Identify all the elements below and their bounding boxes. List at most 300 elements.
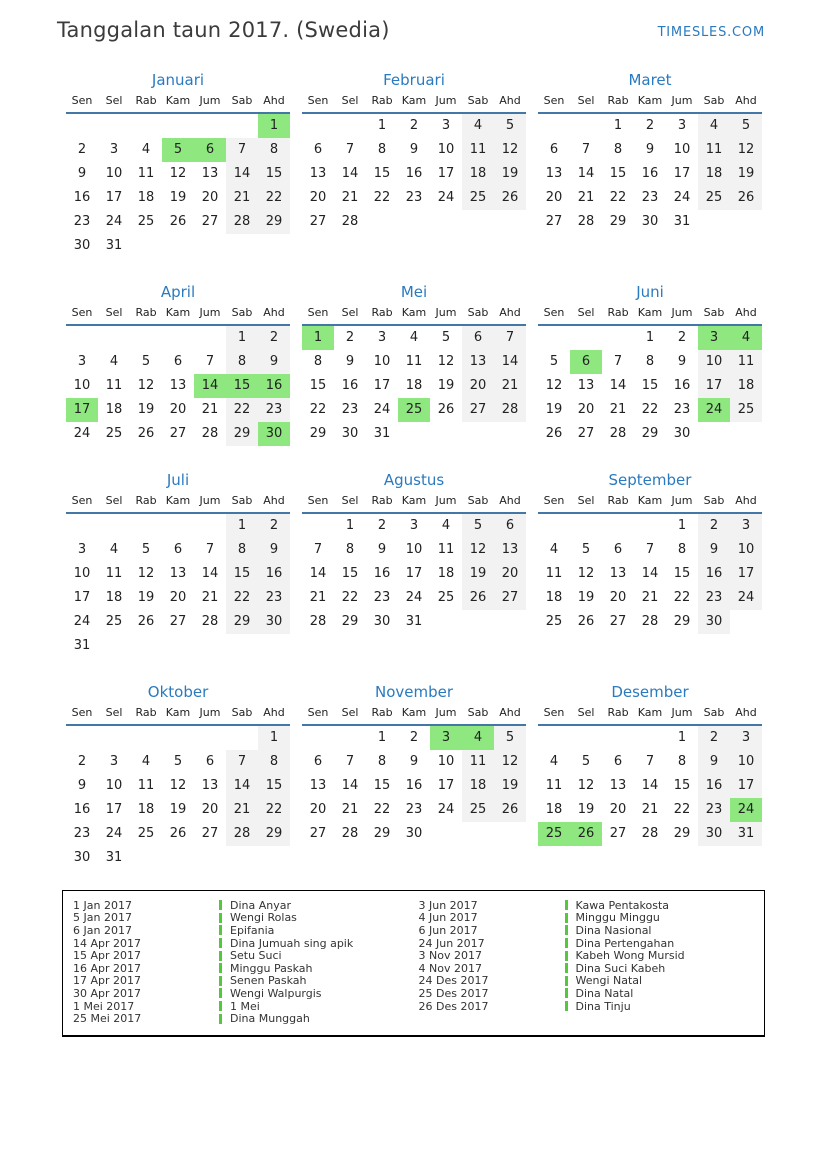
- day-cell: 26: [545, 426, 563, 441]
- day-cell: 21: [494, 374, 526, 398]
- weekday-label: Rab: [135, 706, 157, 719]
- day-cell: 21: [226, 186, 258, 210]
- day-cell: 9: [698, 538, 730, 562]
- day-cell: 13: [609, 778, 627, 793]
- day-cell: 26: [169, 826, 187, 841]
- day-cell: 20: [494, 562, 526, 586]
- day-cell: 22: [226, 398, 258, 422]
- day-cell: 22: [341, 590, 359, 605]
- day-cell: 31: [405, 614, 423, 629]
- holiday-marker-bar: [219, 1001, 222, 1011]
- day-cell: 2: [677, 330, 687, 345]
- holiday-name: Dina Jumuah sing apik: [230, 936, 354, 950]
- empty-day-cell: [66, 114, 98, 138]
- day-cell: 10: [105, 166, 123, 181]
- day-cell: 14: [226, 162, 258, 186]
- weekday-header-row: [66, 94, 290, 114]
- empty-day-cell: [538, 514, 570, 538]
- day-cell: 9: [377, 542, 387, 557]
- holiday-name: Wengi Walpurgis: [230, 986, 322, 1000]
- weekday-label: Sab: [703, 94, 725, 107]
- day-cell: 6: [194, 138, 226, 162]
- weekday-header-row: [66, 306, 290, 326]
- empty-day-cell: [162, 234, 194, 258]
- empty-day-cell: [462, 822, 494, 846]
- day-cell: 19: [462, 562, 494, 586]
- weekday-label: Sab: [703, 306, 725, 319]
- day-cell: 23: [73, 214, 91, 229]
- day-cell: 3: [441, 118, 451, 133]
- empty-day-cell: [98, 114, 130, 138]
- day-cell: 12: [577, 778, 595, 793]
- day-cell: 28: [641, 826, 659, 841]
- empty-day-cell: [570, 326, 602, 350]
- holiday-date: 1 Mei 2017: [73, 999, 135, 1013]
- day-cell: 17: [66, 398, 98, 422]
- day-cell: 7: [205, 542, 215, 557]
- month-title: Februari: [383, 71, 445, 89]
- day-cell: 20: [201, 190, 219, 205]
- day-cell: 1: [377, 730, 387, 745]
- empty-day-cell: [602, 726, 634, 750]
- day-cell: 8: [226, 350, 258, 374]
- empty-day-cell: [398, 210, 430, 234]
- day-cell: 23: [673, 402, 691, 417]
- day-cell: 3: [730, 726, 762, 750]
- month-days: [538, 114, 762, 234]
- day-cell: 28: [309, 614, 327, 629]
- day-cell: 15: [641, 378, 659, 393]
- weekday-header-row: [538, 706, 762, 726]
- holiday-marker-bar: [565, 913, 568, 923]
- day-cell: 14: [641, 566, 659, 581]
- holiday-marker-bar: [219, 1014, 222, 1024]
- empty-day-cell: [538, 114, 570, 138]
- day-cell: 29: [641, 426, 659, 441]
- page-header: [0, 0, 827, 44]
- day-cell: 1: [226, 514, 258, 538]
- weekday-label: Sen: [307, 706, 329, 719]
- weekday-label: Jum: [199, 706, 221, 719]
- holiday-date: 17 Apr 2017: [73, 974, 142, 988]
- day-cell: 8: [613, 142, 623, 157]
- day-cell: 30: [373, 614, 391, 629]
- day-cell: 16: [405, 166, 423, 181]
- empty-day-cell: [162, 326, 194, 350]
- day-cell: 28: [226, 822, 258, 846]
- day-cell: 15: [673, 566, 691, 581]
- day-cell: 14: [194, 374, 226, 398]
- day-cell: 5: [173, 754, 183, 769]
- day-cell: 11: [105, 378, 123, 393]
- day-cell: 28: [641, 614, 659, 629]
- weekday-header-row: [538, 306, 762, 326]
- holiday-row: [419, 1000, 765, 1013]
- day-cell: 16: [698, 774, 730, 798]
- day-cell: 24: [730, 586, 762, 610]
- months-grid: [66, 68, 827, 870]
- empty-day-cell: [302, 114, 334, 138]
- empty-day-cell: [226, 234, 258, 258]
- empty-day-cell: [130, 726, 162, 750]
- holiday-row: [73, 912, 419, 925]
- weekday-label: Sen: [543, 494, 565, 507]
- day-cell: 16: [258, 562, 290, 586]
- day-cell: 30: [698, 822, 730, 846]
- day-cell: 24: [698, 398, 730, 422]
- holiday-date: 6 Jun 2017: [418, 923, 478, 937]
- day-cell: 13: [201, 778, 219, 793]
- day-cell: 21: [201, 590, 219, 605]
- day-cell: 2: [698, 726, 730, 750]
- weekday-label: Kam: [165, 94, 191, 107]
- day-cell: 16: [641, 166, 659, 181]
- day-cell: 9: [645, 142, 655, 157]
- day-cell: 2: [77, 142, 87, 157]
- day-cell: 13: [309, 778, 327, 793]
- day-cell: 16: [373, 566, 391, 581]
- weekday-label: Jum: [435, 94, 457, 107]
- holiday-date: 30 Apr 2017: [73, 986, 142, 1000]
- weekday-label: Rab: [135, 306, 157, 319]
- month-title: Desember: [611, 683, 689, 701]
- weekday-header-row: [66, 494, 290, 514]
- day-cell: 27: [309, 826, 327, 841]
- weekday-label: Kam: [165, 494, 191, 507]
- holiday-row: [73, 1012, 419, 1025]
- empty-day-cell: [494, 822, 526, 846]
- day-cell: 10: [730, 538, 762, 562]
- day-cell: 19: [494, 774, 526, 798]
- holiday-date: 15 Apr 2017: [73, 949, 142, 963]
- holiday-marker-bar: [219, 976, 222, 986]
- day-cell: 12: [169, 778, 187, 793]
- month-title: Januari: [151, 71, 205, 89]
- weekday-header-row: [538, 494, 762, 514]
- day-cell: 6: [173, 542, 183, 557]
- weekday-label: Sel: [105, 94, 123, 107]
- day-cell: 14: [201, 566, 219, 581]
- holiday-marker-bar: [565, 951, 568, 961]
- day-cell: 2: [77, 754, 87, 769]
- holiday-row: [73, 924, 419, 937]
- day-cell: 22: [609, 190, 627, 205]
- day-cell: 24: [437, 802, 455, 817]
- day-cell: 1: [613, 118, 623, 133]
- day-cell: 6: [462, 326, 494, 350]
- weekday-label: Kam: [401, 706, 427, 719]
- day-cell: 3: [698, 326, 730, 350]
- day-cell: 12: [577, 566, 595, 581]
- day-cell: 22: [673, 590, 691, 605]
- weekday-label: Ahd: [499, 706, 521, 719]
- day-cell: 15: [609, 166, 627, 181]
- day-cell: 4: [141, 142, 151, 157]
- day-cell: 28: [201, 614, 219, 629]
- day-cell: 27: [494, 586, 526, 610]
- day-cell: 29: [226, 422, 258, 446]
- empty-day-cell: [130, 514, 162, 538]
- weekday-label: Ahd: [735, 494, 757, 507]
- empty-day-cell: [730, 610, 762, 634]
- weekday-label: Rab: [371, 306, 393, 319]
- day-cell: 8: [645, 354, 655, 369]
- day-cell: 18: [462, 162, 494, 186]
- weekday-label: Ahd: [263, 94, 285, 107]
- empty-day-cell: [194, 326, 226, 350]
- empty-day-cell: [634, 514, 666, 538]
- month-title: Oktober: [147, 683, 209, 701]
- weekday-label: Sel: [105, 706, 123, 719]
- day-cell: 28: [201, 426, 219, 441]
- holiday-row: [73, 975, 419, 988]
- day-cell: 5: [581, 542, 591, 557]
- day-cell: 17: [730, 562, 762, 586]
- empty-day-cell: [570, 114, 602, 138]
- month-juli: [66, 468, 290, 658]
- empty-day-cell: [130, 846, 162, 870]
- empty-day-cell: [130, 114, 162, 138]
- day-cell: 21: [577, 190, 595, 205]
- month-juni: [538, 280, 762, 446]
- weekday-label: Ahd: [735, 306, 757, 319]
- day-cell: 17: [673, 166, 691, 181]
- day-cell: 7: [581, 142, 591, 157]
- weekday-label: Sab: [231, 94, 253, 107]
- day-cell: 8: [258, 138, 290, 162]
- day-cell: 13: [545, 166, 563, 181]
- empty-day-cell: [162, 514, 194, 538]
- day-cell: 2: [645, 118, 655, 133]
- weekday-label: Sen: [307, 306, 329, 319]
- empty-day-cell: [538, 726, 570, 750]
- holiday-date: 5 Jan 2017: [73, 911, 132, 925]
- day-cell: 17: [73, 590, 91, 605]
- weekday-header-row: [302, 306, 526, 326]
- holiday-marker-bar: [565, 900, 568, 910]
- holiday-marker-bar: [219, 913, 222, 923]
- weekday-label: Rab: [135, 94, 157, 107]
- month-days: [538, 726, 762, 846]
- weekday-label: Jum: [671, 306, 693, 319]
- holiday-date: 4 Jun 2017: [418, 911, 478, 925]
- holiday-name: Kawa Pentakosta: [575, 898, 670, 912]
- day-cell: 10: [73, 378, 91, 393]
- day-cell: 24: [405, 590, 423, 605]
- day-cell: 11: [137, 778, 155, 793]
- month-days: [66, 514, 290, 658]
- day-cell: 7: [205, 354, 215, 369]
- day-cell: 22: [258, 186, 290, 210]
- day-cell: 30: [258, 422, 290, 446]
- empty-day-cell: [634, 726, 666, 750]
- site-link[interactable]: TIMESLES.COM: [657, 25, 765, 40]
- day-cell: 7: [494, 326, 526, 350]
- day-cell: 18: [105, 590, 123, 605]
- day-cell: 2: [258, 514, 290, 538]
- weekday-label: Sen: [307, 94, 329, 107]
- day-cell: 28: [226, 210, 258, 234]
- weekday-label: Ahd: [263, 306, 285, 319]
- weekday-label: Jum: [435, 706, 457, 719]
- day-cell: 5: [141, 354, 151, 369]
- day-cell: 9: [77, 166, 87, 181]
- holiday-name: Dina Natal: [575, 986, 634, 1000]
- weekday-label: Sen: [71, 494, 93, 507]
- day-cell: 4: [549, 542, 559, 557]
- day-cell: 9: [677, 354, 687, 369]
- empty-day-cell: [98, 326, 130, 350]
- day-cell: 11: [462, 750, 494, 774]
- holiday-row: [419, 912, 765, 925]
- holiday-marker-bar: [565, 938, 568, 948]
- day-cell: 12: [730, 138, 762, 162]
- empty-day-cell: [258, 634, 290, 658]
- day-cell: 14: [309, 566, 327, 581]
- weekday-label: Ahd: [263, 706, 285, 719]
- day-cell: 20: [201, 802, 219, 817]
- day-cell: 29: [258, 822, 290, 846]
- empty-day-cell: [98, 514, 130, 538]
- day-cell: 24: [73, 614, 91, 629]
- day-cell: 20: [169, 402, 187, 417]
- day-cell: 15: [309, 378, 327, 393]
- month-days: [302, 326, 526, 446]
- holiday-name: Wengi Natal: [575, 974, 643, 988]
- weekday-label: Sab: [467, 306, 489, 319]
- day-cell: 3: [77, 354, 87, 369]
- holiday-legend-column-left: [73, 899, 419, 1025]
- day-cell: 7: [645, 542, 655, 557]
- day-cell: 7: [645, 754, 655, 769]
- weekday-label: Rab: [607, 706, 629, 719]
- weekday-label: Sel: [341, 306, 359, 319]
- holiday-row: [419, 937, 765, 950]
- day-cell: 26: [494, 186, 526, 210]
- day-cell: 21: [309, 590, 327, 605]
- weekday-label: Rab: [371, 706, 393, 719]
- day-cell: 23: [373, 590, 391, 605]
- day-cell: 14: [226, 774, 258, 798]
- weekday-label: Sel: [577, 494, 595, 507]
- day-cell: 14: [641, 778, 659, 793]
- day-cell: 9: [345, 354, 355, 369]
- day-cell: 21: [341, 190, 359, 205]
- day-cell: 15: [673, 778, 691, 793]
- holiday-date: 6 Jan 2017: [73, 923, 132, 937]
- empty-day-cell: [538, 326, 570, 350]
- day-cell: 18: [545, 590, 563, 605]
- empty-day-cell: [194, 726, 226, 750]
- day-cell: 8: [377, 754, 387, 769]
- holiday-name: Minggu Paskah: [230, 961, 313, 975]
- weekday-label: Jum: [671, 494, 693, 507]
- day-cell: 25: [105, 614, 123, 629]
- day-cell: 13: [169, 566, 187, 581]
- empty-day-cell: [430, 822, 462, 846]
- day-cell: 3: [377, 330, 387, 345]
- day-cell: 14: [577, 166, 595, 181]
- month-days: [302, 726, 526, 846]
- day-cell: 30: [698, 610, 730, 634]
- empty-day-cell: [258, 234, 290, 258]
- weekday-label: Kam: [637, 494, 663, 507]
- weekday-label: Sel: [341, 94, 359, 107]
- day-cell: 1: [345, 518, 355, 533]
- day-cell: 20: [545, 190, 563, 205]
- day-cell: 10: [673, 142, 691, 157]
- day-cell: 22: [373, 802, 391, 817]
- day-cell: 10: [373, 354, 391, 369]
- day-cell: 16: [73, 802, 91, 817]
- weekday-label: Sab: [703, 494, 725, 507]
- day-cell: 9: [409, 142, 419, 157]
- weekday-label: Ahd: [735, 706, 757, 719]
- weekday-header-row: [302, 94, 526, 114]
- month-mei: [302, 280, 526, 446]
- holiday-name: Dina Pertengahan: [575, 936, 675, 950]
- day-cell: 31: [730, 822, 762, 846]
- month-days: [538, 514, 762, 634]
- day-cell: 15: [226, 562, 258, 586]
- day-cell: 30: [641, 214, 659, 229]
- weekday-label: Rab: [135, 494, 157, 507]
- day-cell: 12: [137, 566, 155, 581]
- day-cell: 29: [309, 426, 327, 441]
- month-title: Mei: [400, 283, 428, 301]
- day-cell: 26: [462, 586, 494, 610]
- day-cell: 10: [730, 750, 762, 774]
- day-cell: 21: [641, 590, 659, 605]
- day-cell: 5: [141, 542, 151, 557]
- day-cell: 29: [673, 826, 691, 841]
- month-days: [302, 514, 526, 634]
- day-cell: 12: [169, 166, 187, 181]
- day-cell: 17: [437, 778, 455, 793]
- day-cell: 26: [730, 186, 762, 210]
- day-cell: 7: [345, 142, 355, 157]
- day-cell: 18: [462, 774, 494, 798]
- day-cell: 27: [309, 214, 327, 229]
- day-cell: 6: [494, 514, 526, 538]
- weekday-header-row: [302, 494, 526, 514]
- weekday-label: Sel: [577, 94, 595, 107]
- day-cell: 8: [677, 754, 687, 769]
- empty-day-cell: [602, 326, 634, 350]
- day-cell: 11: [698, 138, 730, 162]
- month-april: [66, 280, 290, 446]
- holiday-row: [73, 1000, 419, 1013]
- day-cell: 25: [437, 590, 455, 605]
- day-cell: 31: [105, 850, 123, 865]
- weekday-label: Sab: [231, 706, 253, 719]
- day-cell: 22: [226, 586, 258, 610]
- weekday-label: Jum: [199, 94, 221, 107]
- day-cell: 8: [258, 750, 290, 774]
- day-cell: 28: [577, 214, 595, 229]
- month-title: Juli: [166, 471, 190, 489]
- holiday-date: 26 Des 2017: [418, 999, 489, 1013]
- holiday-row: [419, 924, 765, 937]
- day-cell: 1: [226, 326, 258, 350]
- empty-day-cell: [494, 610, 526, 634]
- day-cell: 24: [105, 214, 123, 229]
- weekday-header-row: [302, 706, 526, 726]
- day-cell: 28: [609, 426, 627, 441]
- holiday-marker-bar: [565, 925, 568, 935]
- day-cell: 11: [545, 566, 563, 581]
- day-cell: 19: [730, 162, 762, 186]
